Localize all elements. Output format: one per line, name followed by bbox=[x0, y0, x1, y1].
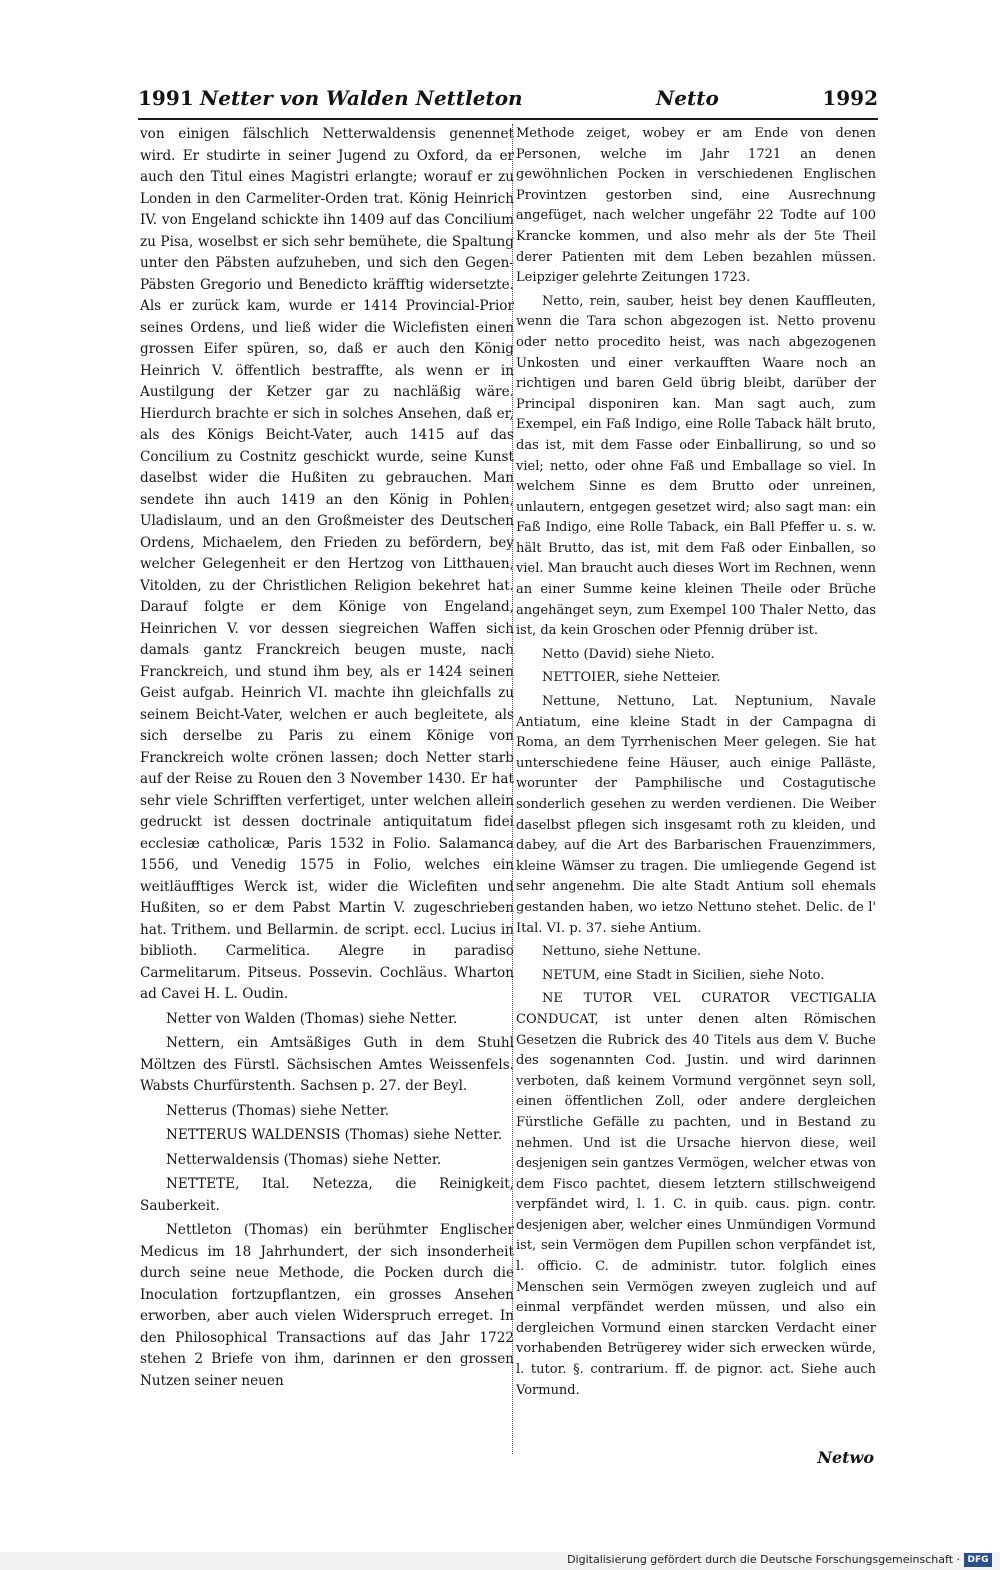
entry-paragraph: Nettleton (Thomas) ein berühmter Englischer Medicus im 18 Jahrhundert, der sich insonderheit durch seine neue Methode, die Pocken durch die Inoculation fortzupflantzen, ein grosses Ansehen erworben, aber auch vielen Widerspruch erreget. In den Philosophical Transactions auf das Jahr 1722 stehen 2 Briefe von ihm, darinnen er den grossen Nutzen seiner neuen bbox=[140, 1222, 514, 1389]
entry-paragraph: Netterus (Thomas) siehe Netter. bbox=[166, 1102, 390, 1119]
entry-paragraph: NETTERUS WALDENSIS (Thomas) siehe Netter. bbox=[166, 1127, 503, 1143]
entry-paragraph: Nettern, ein Amtsäßiges Guth in dem Stuhl Möltzen des Fürstl. Sächsischen Amtes Weissenfels. Wabsts Churfürstenth. Sachsen p. 27. der Beyl. bbox=[140, 1035, 514, 1094]
catchword: Netwo bbox=[817, 1448, 874, 1467]
running-head-left: Netter von Walden Nettleton bbox=[200, 86, 523, 110]
entry-paragraph: Netterwaldensis (Thomas) siehe Netter. bbox=[166, 1151, 442, 1168]
entry-paragraph: Nettuno, siehe Nettune. bbox=[542, 944, 702, 960]
entry-paragraph: NETTOIER, siehe Netteier. bbox=[542, 670, 721, 686]
running-head-right: Netto bbox=[656, 86, 719, 110]
digitization-credit: Digitalisierung gefördert durch die Deutsche Forschungsgemeinschaft · bbox=[567, 1553, 960, 1566]
entry-paragraph: Nettune, Nettuno, Lat. Neptunium, Navale Antiatum, eine kleine Stadt in der Campagna di Roma, an dem Tyrrhenischen Meer gelegen. Sie hat unterschiedene feine Häuser, auch einige Palläste, worunter der Pamphilische und Costagutische sonderlich gesehen zu werden verdienen. Die Weiber daselbst pflegen sich insgesamt roth zu kleiden, und dabey, auf die Art des Barbarischen Frauenzimmers, kleine Wämser zu tragen. Die umliegende Gegend ist sehr angenehm. Die alte Stadt Antium soll ehemals gestanden haben, wo ietzo Nettuno stehet. Delic. de l' Ital. VI. p. 37. siehe Antium. bbox=[516, 694, 876, 936]
column-divider bbox=[512, 124, 513, 1454]
entry-paragraph: NETTETE, Ital. Netezza, die Reinigkeit, Sauberkeit. bbox=[140, 1176, 514, 1214]
header-rule bbox=[138, 118, 878, 120]
entry-paragraph: Methode zeiget, wobey er am Ende von denen Personen, welche im Jahr 1721 an denen gewöhnlichen Pocken in verschiedenen Englischen Provintzen gestorben sind, eine Ausrechnung angefüget, nach welcher ungefähr 22 Todte auf 100 Krancke kommen, und also mehr als der 5te Theil derer Patienten mit dem Leben bezahlen müssen. Leipziger gelehrte Zeitungen 1723. bbox=[516, 126, 876, 286]
entry-paragraph: NE TUTOR VEL CURATOR VECTIGALIA CONDUCAT, ist unter denen alten Römischen Gesetzen die Rubrick des 40 Titels aus dem V. Buche des sogenannten Cod. Justin. und wird darinnen verboten, daß keinem Vormund vergönnet seyn soll, einen öffentlichen Zoll, oder andere dergleichen Fürstliche Gefälle zu pachten, und in Bestand zu nehmen. Und ist die Ursache hiervon diese, weil desjenigen sein gantzes Vermögen, welcher etwas von dem Fisco pachtet, diesem letztern stillschweigend verpfändet wird, l. 1. C. in quib. caus. pign. contr. desjenigen aber, welcher eines Unmündigen Vormund ist, sein Vermögen dem Pupillen schon verpfändet ist, l. officio. C. de administr. tutor. folglich eines Menschen sein Vermögen zweyen zugleich und auf einmal verpfändet werden müssen, und also ein dergleichen Vormund einen starcken Verdacht einer vorhabenden Betrügerey wider sich erwecken würde, l. tutor. §. contrarium. ff. de pignor. act. Siehe auch Vormund. bbox=[516, 991, 876, 1398]
entry-paragraph: NETUM, eine Stadt in Sicilien, siehe Noto. bbox=[542, 967, 825, 983]
entry-paragraph: Netto (David) siehe Nieto. bbox=[542, 646, 715, 662]
right-column bbox=[516, 124, 876, 1404]
entry-paragraph: von einigen fälschlich Netterwaldensis genennet wird. Er studirte in seiner Jugend zu Oxford, da er auch den Titul eines Magistri erlangte; worauf er zu Londen in den Carmeliter-Orden trat. König Heinrich IV. von Engeland schickte ihn 1409 auf das Concilium zu Pisa, woselbst er sich sehr bemühete, die Spaltung unter den Päbsten aufzuheben, und sich den Gegen-Päbsten Gregorio und Benedicto kräfftig widersetzte. Als er zurück kam, wurde er 1414 Provincial-Prior seines Ordens, und ließ wider die Wiclefisten einen grossen Eifer spüren, so, daß er auch den König Heinrich V. öffentlich bestraffte, als wenn er in Austilgung der Ketzer gar zu nachläßig wäre. Hierdurch brachte er sich in solches Ansehen, daß er, als des Königs Beicht-Vater, auch 1415 auf das Concilium zu Costnitz geschickt wurde, seine Kunst daselbst wider die Hußiten zu gebrauchen. Man sendete ihn auch 1419 an den König in Pohlen, Uladislaum, und an den Großmeister des Deutschen Ordens, Michaelem, den Frieden zu befördern, bey welcher Gelegenheit er den Hertzog von Litthauen, Vitolden, zu der Christlichen Religion bekehret hat. Darauf folgte er dem Könige von Engeland, Heinrichen V. vor dessen siegreichen Waffen sich damals gantz Franckreich beugen muste, nach Franckreich, und stund ihm bey, als er 1424 seinen Geist aufgab. Heinrich VI. machte ihn gleichfalls zu seinem Beicht-Vater, welchen er auch begleitete, als sich derselbe zu Paris zu einem Könige von Franckreich wolte crönen lassen; doch Netter starb auf der Reise zu Rouen den 3 November 1430. Er hat sehr viele Schrifften verfertiget, unter welchen allein gedruckt ist dessen doctrinale antiquitatum fidei ecclesiæ catholicæ, Paris 1532 in Folio. Salamanca 1556, und Venedig 1575 in Folio, welches ein weitläufftiges Werck ist, wider die Wiclefiten und Hußiten, so er dem Pabst Martin V. zugeschrieben hat. Trithem. und Bellarmin. de script. eccl. Lucius in biblioth. Carmelitica. Alegre in paradiso Carmelitarum. Pitseus. Possevin. Cochläus. Wharton ad Cavei H. L. Oudin. bbox=[140, 126, 514, 1002]
page-number-right: 1992 bbox=[822, 86, 878, 110]
left-column bbox=[140, 124, 514, 1395]
page-header bbox=[138, 86, 878, 120]
dfg-logo: DFG bbox=[964, 1553, 992, 1567]
entry-paragraph: Netter von Walden (Thomas) siehe Netter. bbox=[166, 1010, 458, 1027]
page-number-left: 1991 bbox=[138, 86, 194, 110]
entry-paragraph: Netto, rein, sauber, heist bey denen Kauffleuten, wenn die Tara schon abgezogen ist. Netto provenu oder netto procedito heist, was nach abgezogenen Unkosten und einer verkaufften Waare noch an richtigen und baren Geld übrig bleibt, darüber der Principal disponiren kan. Man sagt auch, zum Exempel, ein Faß Indigo, eine Rolle Taback hält bruto, das ist, mit dem Fasse oder Einballirung, so und so viel; netto, oder ohne Faß und Emballage so viel. In welchem Sinne es dem Brutto oder unreinen, unlautern, entgegen gesetzet wird; also sagt man: ein Faß Indigo, eine Rolle Taback, ein Ball Pfeffer u. s. w. hält Brutto, das ist, mit dem Faß oder Einballen, so viel. Man braucht auch dieses Wort im Rechnen, wenn an einer Summe keine kleinen Theile oder Brüche angehänget seyn, zum Exempel 100 Thaler Netto, das ist, da kein Groschen oder Pfennig drüber ist. bbox=[516, 293, 877, 639]
